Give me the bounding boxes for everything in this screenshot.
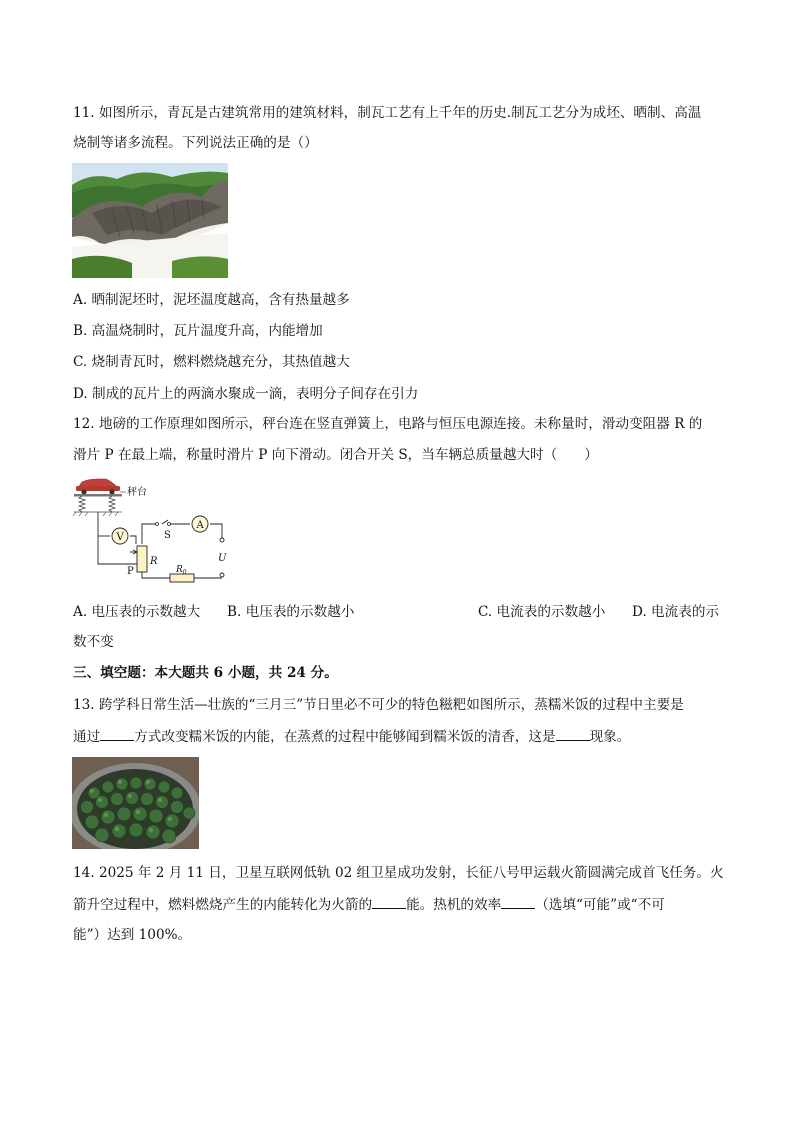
q13-text-b: 方式改变糯米饭的内能，在蒸煮的过程中能够闻到糯米饭的清香，这是 — [134, 729, 556, 745]
q11-option-c: C. 烧制青瓦时，燃料燃烧越充分，其热值越大 — [73, 354, 350, 370]
q12-option-b: B. 电压表的示数越小 — [227, 604, 355, 620]
weighbridge-circuit-diagram — [70, 474, 235, 586]
q12-option-d: D. 电流表的示 — [632, 604, 720, 620]
source-label: U — [218, 553, 227, 564]
q14-text-line1: 14. 2025 年 2 月 11 日，卫星互联网低轨 02 组卫星成功发射，长征八号甲运载火箭圆满完成首飞任务。火 — [73, 865, 724, 881]
q13-blank-1[interactable] — [100, 727, 134, 741]
q11-text-line1: 11. 如图所示，青瓦是古建筑常用的建筑材料，制瓦工艺有上千年的历史.制瓦工艺分为成坯、晒制、高温 — [73, 105, 702, 121]
q13-text-c: 现象。 — [589, 729, 631, 745]
q11-option-a: A. 晒制泥坯时，泥坯温度越高，含有热量越多 — [73, 292, 350, 308]
q11-text-line2: 烧制等诸多流程。下列说法正确的是（） — [73, 135, 318, 151]
platform-label: 秤台 — [127, 487, 147, 498]
slider-label: P — [127, 566, 134, 577]
ciba-rice-cake-photo — [72, 757, 199, 849]
q14-text-b: 能。热机的效率 — [406, 897, 502, 913]
section-3-title: 三、填空题：本大题共 6 小题，共 24 分。 — [73, 665, 338, 681]
q14-text-a: 箭升空过程中，燃料燃烧产生的内能转化为火箭的 — [73, 897, 373, 913]
switch-label: S — [164, 530, 171, 541]
svg-text:R0 — [175, 565, 187, 576]
q12-option-c: C. 电流表的示数越小 — [478, 604, 606, 620]
fixed-resistor-label: R — [176, 565, 183, 575]
q12-option-a: A. 电压表的示数越大 — [73, 604, 201, 620]
variable-resistor — [137, 546, 147, 572]
fixed-resistor-sub: 0 — [182, 569, 187, 576]
car-icon — [76, 479, 120, 495]
voltmeter-label: V — [116, 532, 124, 543]
q11-option-d: D. 制成的瓦片上的两滴水聚成一滴，表明分子间存在引力 — [73, 386, 419, 402]
q14-text-line3: 能”）达到 100%。 — [73, 927, 192, 943]
q12-text-line2: 滑片 P 在最上端，称量时滑片 P 向下滑动。闭合开关 S，当车辆总质量越大时（ ） — [73, 447, 598, 463]
q14-blank-1[interactable] — [372, 895, 406, 909]
q13-text-a: 通过 — [73, 729, 101, 745]
q14-blank-2[interactable] — [501, 895, 535, 909]
q14-text-line2 — [73, 895, 665, 914]
q13-text-line2 — [73, 727, 630, 746]
resistor-label: R — [150, 556, 158, 567]
q14-text-c: （选填“可能”或“不可 — [535, 897, 665, 913]
q11-option-b: B. 高温烧制时，瓦片温度升高，内能增加 — [73, 323, 323, 339]
q13-blank-2[interactable] — [556, 727, 590, 741]
ammeter-label: A — [196, 520, 204, 531]
roof-tile-photo — [72, 163, 228, 278]
q13-text-line1: 13. 跨学科日常生活—壮族的“三月三”节日里必不可少的特色糍粑如图所示，蒸糯米饭的过程中主要是 — [73, 697, 684, 713]
q12-text-line1: 12. 地磅的工作原理如图所示，秤台连在竖直弹簧上，电路与恒压电源连接。未称量时，滑动变阻器 R 的 — [73, 416, 703, 432]
q12-option-d-cont: 数不变 — [73, 634, 114, 650]
